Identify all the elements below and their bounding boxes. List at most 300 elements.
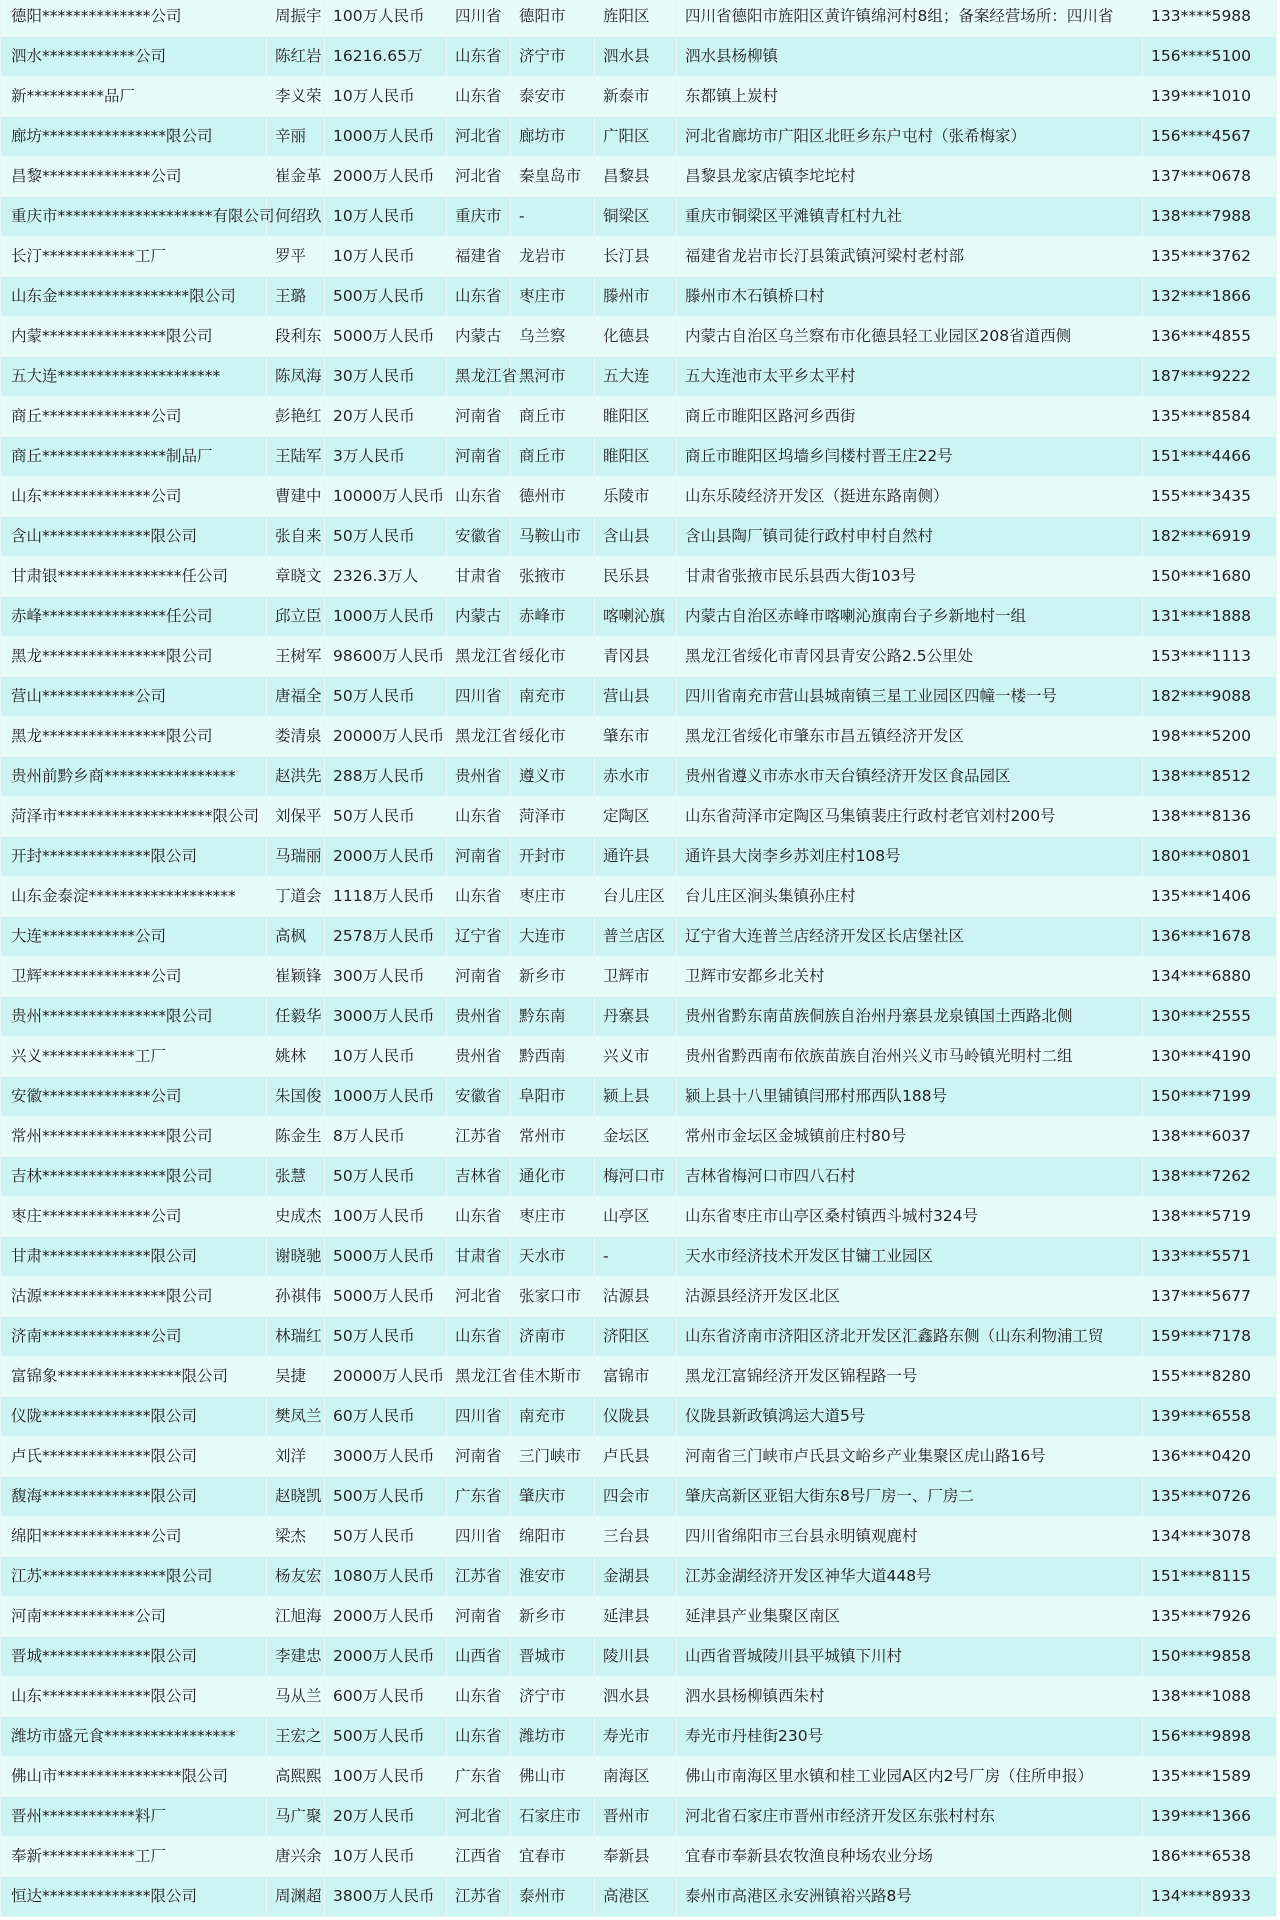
city-cell: 通化市: [511, 1157, 595, 1197]
table-row: [1, 1237, 1277, 1277]
address-cell: 五大连池市太平乡太平村: [677, 357, 1143, 397]
address-cell: 黑龙江省绥化市青冈县青安公路2.5公里处: [677, 637, 1143, 677]
registered-capital-cell: 10万人民币: [325, 1837, 447, 1877]
registered-capital-cell: 100万人民币: [325, 0, 447, 37]
table-row: [1, 1437, 1277, 1477]
table-row: [1, 517, 1277, 557]
registered-capital-cell: 5000万人民币: [325, 1237, 447, 1277]
district-cell: 新泰市: [595, 77, 677, 117]
company-name-cell: 商丘****************制品厂: [1, 437, 267, 477]
company-name-cell: 吉林****************限公司: [1, 1157, 267, 1197]
table-row: [1, 757, 1277, 797]
phone-cell: 156****9898: [1143, 1717, 1277, 1757]
city-cell: 绥化市: [511, 717, 595, 757]
address-cell: 山东省菏泽市定陶区马集镇裴庄行政村老官刘村200号: [677, 797, 1143, 837]
province-cell: 广东省: [447, 1757, 511, 1797]
city-cell: 泰安市: [511, 77, 595, 117]
district-cell: 高港区: [595, 1877, 677, 1917]
company-name-cell: 大连************公司: [1, 917, 267, 957]
legal-person-cell: 曹建中: [267, 477, 325, 517]
legal-person-cell: 刘洋: [267, 1437, 325, 1477]
district-cell: 卫辉市: [595, 957, 677, 997]
address-cell: 辽宁省大连普兰店经济开发区长店堡社区: [677, 917, 1143, 957]
address-cell: 四川省南充市营山县城南镇三星工业园区四幢一楼一号: [677, 677, 1143, 717]
registered-capital-cell: 3000万人民币: [325, 1437, 447, 1477]
city-cell: 济宁市: [511, 1677, 595, 1717]
table-row: [1, 1797, 1277, 1837]
company-name-cell: 晋州************料厂: [1, 1797, 267, 1837]
city-cell: 商丘市: [511, 397, 595, 437]
city-cell: 天水市: [511, 1237, 595, 1277]
district-cell: 颍上县: [595, 1077, 677, 1117]
address-cell: 肇庆高新区亚铝大街东8号厂房一、厂房二: [677, 1477, 1143, 1517]
phone-cell: 138****5719: [1143, 1197, 1277, 1237]
legal-person-cell: 朱国俊: [267, 1077, 325, 1117]
address-cell: 东都镇上炭村: [677, 77, 1143, 117]
city-cell: 阜阳市: [511, 1077, 595, 1117]
legal-person-cell: 邱立臣: [267, 597, 325, 637]
registered-capital-cell: 1118万人民币: [325, 877, 447, 917]
province-cell: 河南省: [447, 837, 511, 877]
legal-person-cell: 杨友宏: [267, 1557, 325, 1597]
table-row: [1, 1677, 1277, 1717]
company-name-cell: 贵州前黔乡商*****************: [1, 757, 267, 797]
province-cell: 贵州省: [447, 1037, 511, 1077]
district-cell: 化德县: [595, 317, 677, 357]
legal-person-cell: 陈金生: [267, 1117, 325, 1157]
district-cell: 睢阳区: [595, 437, 677, 477]
registered-capital-cell: 2326.3万人: [325, 557, 447, 597]
address-cell: 甘肃省张掖市民乐县西大街103号: [677, 557, 1143, 597]
legal-person-cell: 张慧: [267, 1157, 325, 1197]
phone-cell: 138****8136: [1143, 797, 1277, 837]
address-cell: 河南省三门峡市卢氏县文峪乡产业集聚区虎山路16号: [677, 1437, 1143, 1477]
table-row: [1, 1277, 1277, 1317]
district-cell: 昌黎县: [595, 157, 677, 197]
province-cell: 河南省: [447, 397, 511, 437]
province-cell: 山东省: [447, 1677, 511, 1717]
company-name-cell: 山东金泰淀*******************: [1, 877, 267, 917]
province-cell: 山东省: [447, 1717, 511, 1757]
company-name-cell: 佛山市****************限公司: [1, 1757, 267, 1797]
address-cell: 寿光市丹桂街230号: [677, 1717, 1143, 1757]
company-name-cell: 新**********品厂: [1, 77, 267, 117]
company-name-cell: 黑龙****************限公司: [1, 717, 267, 757]
phone-cell: 138****6037: [1143, 1117, 1277, 1157]
company-name-cell: 馥海**************限公司: [1, 1477, 267, 1517]
registered-capital-cell: 5000万人民币: [325, 317, 447, 357]
registered-capital-cell: 50万人民币: [325, 1157, 447, 1197]
company-name-cell: 甘肃**************限公司: [1, 1237, 267, 1277]
district-cell: -: [595, 1237, 677, 1277]
province-cell: 河北省: [447, 117, 511, 157]
table-row: [1, 1317, 1277, 1357]
district-cell: 丹寨县: [595, 997, 677, 1037]
city-cell: 乌兰察: [511, 317, 595, 357]
district-cell: 梅河口市: [595, 1157, 677, 1197]
table-row: [1, 117, 1277, 157]
legal-person-cell: 罗平: [267, 237, 325, 277]
district-cell: 肇东市: [595, 717, 677, 757]
city-cell: 遵义市: [511, 757, 595, 797]
province-cell: 四川省: [447, 677, 511, 717]
district-cell: 五大连: [595, 357, 677, 397]
legal-person-cell: 刘保平: [267, 797, 325, 837]
province-cell: 贵州省: [447, 757, 511, 797]
district-cell: 陵川县: [595, 1637, 677, 1677]
legal-person-cell: 吴捷: [267, 1357, 325, 1397]
city-cell: 枣庄市: [511, 877, 595, 917]
company-name-cell: 黑龙****************限公司: [1, 637, 267, 677]
district-cell: 奉新县: [595, 1837, 677, 1877]
province-cell: 四川省: [447, 1517, 511, 1557]
company-name-cell: 菏泽市********************限公司: [1, 797, 267, 837]
phone-cell: 133****5571: [1143, 1237, 1277, 1277]
phone-cell: 133****5988: [1143, 0, 1277, 37]
phone-cell: 150****1680: [1143, 557, 1277, 597]
city-cell: 马鞍山市: [511, 517, 595, 557]
city-cell: 绵阳市: [511, 1517, 595, 1557]
city-cell: 潍坊市: [511, 1717, 595, 1757]
legal-person-cell: 樊凤兰: [267, 1397, 325, 1437]
phone-cell: 155****3435: [1143, 477, 1277, 517]
table-row: [1, 957, 1277, 997]
district-cell: 青冈县: [595, 637, 677, 677]
city-cell: 商丘市: [511, 437, 595, 477]
district-cell: 睢阳区: [595, 397, 677, 437]
province-cell: 山东省: [447, 1197, 511, 1237]
table-row: [1, 1877, 1277, 1917]
registered-capital-cell: 8万人民币: [325, 1117, 447, 1157]
legal-person-cell: 李义荣: [267, 77, 325, 117]
address-cell: 台儿庄区涧头集镇孙庄村: [677, 877, 1143, 917]
table-row: [1, 477, 1277, 517]
table-row: [1, 797, 1277, 837]
company-name-cell: 甘肃银****************任公司: [1, 557, 267, 597]
phone-cell: 155****8280: [1143, 1357, 1277, 1397]
province-cell: 黑龙江省: [447, 1357, 511, 1397]
registered-capital-cell: 1000万人民币: [325, 117, 447, 157]
phone-cell: 136****1678: [1143, 917, 1277, 957]
company-name-cell: 昌黎**************公司: [1, 157, 267, 197]
district-cell: 济阳区: [595, 1317, 677, 1357]
phone-cell: 137****5677: [1143, 1277, 1277, 1317]
table-row: [1, 557, 1277, 597]
province-cell: 山东省: [447, 1317, 511, 1357]
phone-cell: 130****4190: [1143, 1037, 1277, 1077]
company-name-cell: 河南************公司: [1, 1597, 267, 1637]
city-cell: 廊坊市: [511, 117, 595, 157]
registered-capital-cell: 20万人民币: [325, 397, 447, 437]
phone-cell: 132****1866: [1143, 277, 1277, 317]
city-cell: 龙岩市: [511, 237, 595, 277]
legal-person-cell: 高枫: [267, 917, 325, 957]
phone-cell: 130****2555: [1143, 997, 1277, 1037]
company-name-cell: 卫辉**************公司: [1, 957, 267, 997]
province-cell: 河南省: [447, 1437, 511, 1477]
legal-person-cell: 张自来: [267, 517, 325, 557]
phone-cell: 134****8933: [1143, 1877, 1277, 1917]
province-cell: 福建省: [447, 237, 511, 277]
legal-person-cell: 唐福全: [267, 677, 325, 717]
legal-person-cell: 任毅华: [267, 997, 325, 1037]
legal-person-cell: 何绍玖: [267, 197, 325, 237]
province-cell: 江苏省: [447, 1117, 511, 1157]
registered-capital-cell: 1000万人民币: [325, 597, 447, 637]
company-name-cell: 安徽**************公司: [1, 1077, 267, 1117]
registered-capital-cell: 50万人民币: [325, 677, 447, 717]
table-row: [1, 1557, 1277, 1597]
company-name-cell: 沽源****************限公司: [1, 1277, 267, 1317]
address-cell: 昌黎县龙家店镇李坨坨村: [677, 157, 1143, 197]
registered-capital-cell: 1080万人民币: [325, 1557, 447, 1597]
phone-cell: 137****0678: [1143, 157, 1277, 197]
province-cell: 贵州省: [447, 997, 511, 1037]
company-name-cell: 江苏****************限公司: [1, 1557, 267, 1597]
city-cell: 开封市: [511, 837, 595, 877]
city-cell: 南充市: [511, 1397, 595, 1437]
district-cell: 沽源县: [595, 1277, 677, 1317]
district-cell: 赤水市: [595, 757, 677, 797]
address-cell: 泰州市高港区永安洲镇裕兴路8号: [677, 1877, 1143, 1917]
company-name-cell: 仪陇**************限公司: [1, 1397, 267, 1437]
legal-person-cell: 马从兰: [267, 1677, 325, 1717]
address-cell: 商丘市睢阳区坞墙乡闫楼村晋王庄22号: [677, 437, 1143, 477]
address-cell: 卫辉市安都乡北关村: [677, 957, 1143, 997]
province-cell: 甘肃省: [447, 1237, 511, 1277]
company-name-cell: 商丘**************公司: [1, 397, 267, 437]
company-name-cell: 重庆市********************有限公司: [1, 197, 267, 237]
company-name-cell: 济南**************公司: [1, 1317, 267, 1357]
province-cell: 内蒙古: [447, 317, 511, 357]
phone-cell: 134****3078: [1143, 1517, 1277, 1557]
phone-cell: 134****6880: [1143, 957, 1277, 997]
registered-capital-cell: 20000万人民币: [325, 717, 447, 757]
phone-cell: 139****1010: [1143, 77, 1277, 117]
phone-cell: 151****4466: [1143, 437, 1277, 477]
district-cell: 寿光市: [595, 1717, 677, 1757]
registered-capital-cell: 20万人民币: [325, 1797, 447, 1837]
company-name-cell: 开封**************限公司: [1, 837, 267, 877]
district-cell: 金坛区: [595, 1117, 677, 1157]
address-cell: 含山县陶厂镇司徒行政村申村自然村: [677, 517, 1143, 557]
district-cell: 滕州市: [595, 277, 677, 317]
district-cell: 广阳区: [595, 117, 677, 157]
legal-person-cell: 江旭海: [267, 1597, 325, 1637]
address-cell: 天水市经济技术开发区甘镛工业园区: [677, 1237, 1143, 1277]
company-name-cell: 营山************公司: [1, 677, 267, 717]
phone-cell: 180****0801: [1143, 837, 1277, 877]
table-row: [1, 37, 1277, 77]
company-name-cell: 内蒙****************限公司: [1, 317, 267, 357]
city-cell: 新乡市: [511, 957, 595, 997]
address-cell: 福建省龙岩市长汀县策武镇河梁村老村部: [677, 237, 1143, 277]
registered-capital-cell: 50万人民币: [325, 1317, 447, 1357]
phone-cell: 156****4567: [1143, 117, 1277, 157]
registered-capital-cell: 20000万人民币: [325, 1357, 447, 1397]
city-cell: 枣庄市: [511, 1197, 595, 1237]
table-row: [1, 1637, 1277, 1677]
company-name-cell: 兴义************工厂: [1, 1037, 267, 1077]
company-name-cell: 山东**************限公司: [1, 1677, 267, 1717]
city-cell: 晋城市: [511, 1637, 595, 1677]
city-cell: 佳木斯市: [511, 1357, 595, 1397]
table-row: [1, 1197, 1277, 1237]
table-row: [1, 197, 1277, 237]
company-name-cell: 潍坊市盛元食*****************: [1, 1717, 267, 1757]
company-name-cell: 常州****************限公司: [1, 1117, 267, 1157]
registered-capital-cell: 3800万人民币: [325, 1877, 447, 1917]
district-cell: 延津县: [595, 1597, 677, 1637]
district-cell: 民乐县: [595, 557, 677, 597]
city-cell: 济南市: [511, 1317, 595, 1357]
legal-person-cell: 姚林: [267, 1037, 325, 1077]
city-cell: 德州市: [511, 477, 595, 517]
phone-cell: 187****9222: [1143, 357, 1277, 397]
province-cell: 四川省: [447, 0, 511, 37]
province-cell: 安徽省: [447, 517, 511, 557]
address-cell: 山东省枣庄市山亭区桑村镇西斗城村324号: [677, 1197, 1143, 1237]
legal-person-cell: 周振宇: [267, 0, 325, 37]
city-cell: 枣庄市: [511, 277, 595, 317]
company-name-cell: 含山**************限公司: [1, 517, 267, 557]
registered-capital-cell: 60万人民币: [325, 1397, 447, 1437]
company-name-cell: 绵阳**************公司: [1, 1517, 267, 1557]
table-row: [1, 317, 1277, 357]
address-cell: 内蒙古自治区赤峰市喀喇沁旗南台子乡新地村一组: [677, 597, 1143, 637]
company-name-cell: 晋城**************限公司: [1, 1637, 267, 1677]
city-cell: 泰州市: [511, 1877, 595, 1917]
registered-capital-cell: 500万人民币: [325, 1477, 447, 1517]
legal-person-cell: 娄清泉: [267, 717, 325, 757]
district-cell: 营山县: [595, 677, 677, 717]
company-name-cell: 恒达**************限公司: [1, 1877, 267, 1917]
province-cell: 安徽省: [447, 1077, 511, 1117]
table-row: [1, 77, 1277, 117]
province-cell: 甘肃省: [447, 557, 511, 597]
registered-capital-cell: 10万人民币: [325, 77, 447, 117]
address-cell: 延津县产业集聚区南区: [677, 1597, 1143, 1637]
address-cell: 宜春市奉新县农牧渔良种场农业分场: [677, 1837, 1143, 1877]
province-cell: 四川省: [447, 1397, 511, 1437]
district-cell: 仪陇县: [595, 1397, 677, 1437]
registered-capital-cell: 1000万人民币: [325, 1077, 447, 1117]
company-name-cell: 长汀************工厂: [1, 237, 267, 277]
legal-person-cell: 史成杰: [267, 1197, 325, 1237]
legal-person-cell: 马广聚: [267, 1797, 325, 1837]
city-cell: 菏泽市: [511, 797, 595, 837]
city-cell: -: [511, 197, 595, 237]
table-row: [1, 237, 1277, 277]
registered-capital-cell: 2000万人民币: [325, 157, 447, 197]
city-cell: 黔西南: [511, 1037, 595, 1077]
city-cell: 黔东南: [511, 997, 595, 1037]
province-cell: 江西省: [447, 1837, 511, 1877]
company-name-cell: 山东**************公司: [1, 477, 267, 517]
district-cell: 晋州市: [595, 1797, 677, 1837]
address-cell: 河北省石家庄市晋州市经济开发区东张村村东: [677, 1797, 1143, 1837]
city-cell: 新乡市: [511, 1597, 595, 1637]
registered-capital-cell: 30万人民币: [325, 357, 447, 397]
district-cell: 通许县: [595, 837, 677, 877]
legal-person-cell: 崔颖锋: [267, 957, 325, 997]
registered-capital-cell: 2578万人民币: [325, 917, 447, 957]
phone-cell: 135****7926: [1143, 1597, 1277, 1637]
address-cell: 佛山市南海区里水镇和桂工业园A区内2号厂房（住所申报）: [677, 1757, 1143, 1797]
registered-capital-cell: 600万人民币: [325, 1677, 447, 1717]
phone-cell: 136****0420: [1143, 1437, 1277, 1477]
phone-cell: 139****6558: [1143, 1397, 1277, 1437]
province-cell: 河北省: [447, 157, 511, 197]
city-cell: 南充市: [511, 677, 595, 717]
table-row: [1, 837, 1277, 877]
address-cell: 泗水县杨柳镇: [677, 37, 1143, 77]
table-row: [1, 1837, 1277, 1877]
province-cell: 黑龙江省: [447, 637, 511, 677]
phone-cell: 139****1366: [1143, 1797, 1277, 1837]
registered-capital-cell: 5000万人民币: [325, 1277, 447, 1317]
legal-person-cell: 赵晓凯: [267, 1477, 325, 1517]
table-row: [1, 1397, 1277, 1437]
phone-cell: 135****3762: [1143, 237, 1277, 277]
district-cell: 金湖县: [595, 1557, 677, 1597]
address-cell: 重庆市铜梁区平滩镇青杠村九社: [677, 197, 1143, 237]
address-cell: 四川省绵阳市三台县永明镇观鹿村: [677, 1517, 1143, 1557]
province-cell: 广东省: [447, 1477, 511, 1517]
table-body: [1, 0, 1277, 1917]
registered-capital-cell: 98600万人民币: [325, 637, 447, 677]
table-row: [1, 1717, 1277, 1757]
table-row: [1, 997, 1277, 1037]
company-name-cell: 赤峰****************任公司: [1, 597, 267, 637]
phone-cell: 138****8512: [1143, 757, 1277, 797]
district-cell: 兴义市: [595, 1037, 677, 1077]
phone-cell: 198****5200: [1143, 717, 1277, 757]
registered-capital-cell: 288万人民币: [325, 757, 447, 797]
address-cell: 山东乐陵经济开发区（挺进东路南侧）: [677, 477, 1143, 517]
address-cell: 吉林省梅河口市四八石村: [677, 1157, 1143, 1197]
registered-capital-cell: 2000万人民币: [325, 1637, 447, 1677]
table-row: [1, 437, 1277, 477]
province-cell: 山东省: [447, 797, 511, 837]
phone-cell: 151****8115: [1143, 1557, 1277, 1597]
province-cell: 河北省: [447, 1797, 511, 1837]
address-cell: 仪陇县新政镇鸿运大道5号: [677, 1397, 1143, 1437]
company-name-cell: 卢氏**************限公司: [1, 1437, 267, 1477]
table-row: [1, 637, 1277, 677]
company-name-cell: 廊坊****************限公司: [1, 117, 267, 157]
table-row: [1, 357, 1277, 397]
address-cell: 内蒙古自治区乌兰察布市化德县轻工业园区208省道西侧: [677, 317, 1143, 357]
legal-person-cell: 梁杰: [267, 1517, 325, 1557]
address-cell: 滕州市木石镇桥口村: [677, 277, 1143, 317]
phone-cell: 156****5100: [1143, 37, 1277, 77]
table-row: [1, 397, 1277, 437]
address-cell: 颍上县十八里铺镇闫邢村邢西队188号: [677, 1077, 1143, 1117]
company-name-cell: 枣庄**************公司: [1, 1197, 267, 1237]
registered-capital-cell: 10万人民币: [325, 1037, 447, 1077]
phone-cell: 138****1088: [1143, 1677, 1277, 1717]
company-name-cell: 德阳**************公司: [1, 0, 267, 37]
province-cell: 山东省: [447, 77, 511, 117]
company-name-cell: 奉新************工厂: [1, 1837, 267, 1877]
address-cell: 沽源县经济开发区北区: [677, 1277, 1143, 1317]
district-cell: 卢氏县: [595, 1437, 677, 1477]
phone-cell: 135****1406: [1143, 877, 1277, 917]
legal-person-cell: 章晓文: [267, 557, 325, 597]
legal-person-cell: 辛丽: [267, 117, 325, 157]
province-cell: 河南省: [447, 437, 511, 477]
